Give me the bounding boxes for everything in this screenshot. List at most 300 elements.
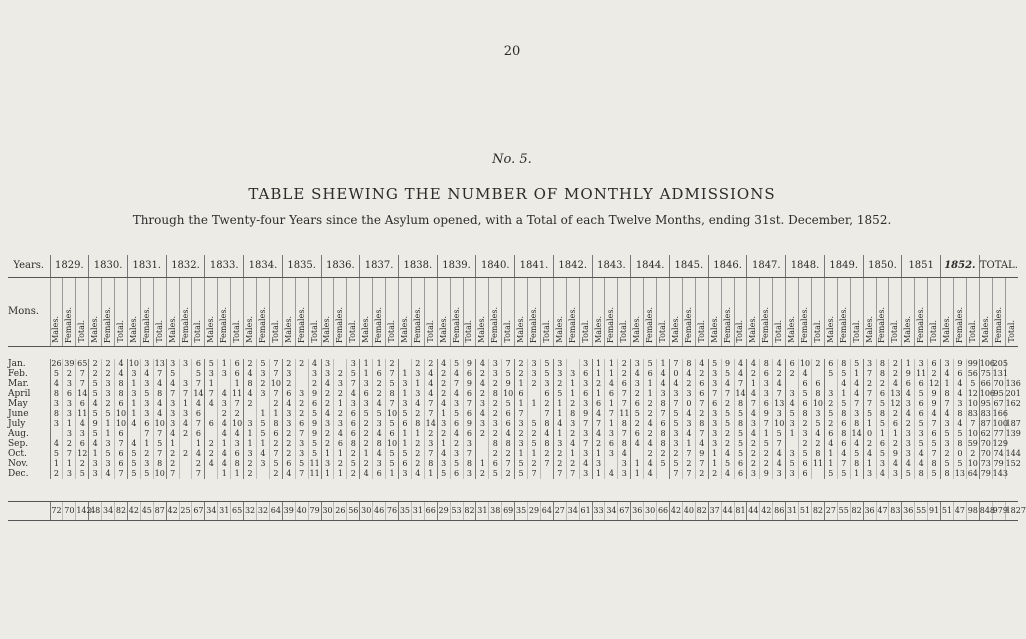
admission-count: 6 [760,399,773,409]
admission-count: 2 [760,449,773,459]
admission-count: 3 [889,469,902,479]
admission-count: 6 [837,439,850,449]
admission-count: 4 [682,409,695,419]
admission-count [334,359,347,369]
admission-count: 1 [218,469,231,479]
admission-count: 10 [503,389,514,398]
admission-count: 65 [77,359,88,368]
admission-count: 7 [566,469,579,479]
admission-count: 4 [605,469,618,479]
admission-count: 2 [347,449,360,459]
admission-count: 4 [115,359,128,369]
admission-count: 5 [786,459,799,469]
sex-header [166,278,179,347]
sex-header [657,278,670,347]
admission-count: 5 [837,469,850,479]
sex-header [386,278,399,347]
admission-count: 3 [682,389,695,399]
sex-header-label: Total. [115,320,125,343]
admission-count: 8 [540,439,553,449]
months-label: Mons. [8,278,50,347]
admission-count: 5 [915,439,928,449]
admission-count: 1 [102,429,115,439]
total-count: 36 [863,502,876,521]
admission-count: 3 [63,429,76,439]
admission-count: 2 [282,429,295,439]
admission-count: 4 [127,439,140,449]
admission-count: 8 [153,459,166,469]
admission-count: 3 [941,419,954,429]
admission-count: 2 [244,459,257,469]
admission-count: 7 [850,399,863,409]
sex-header-label: Males. [90,316,100,343]
admission-count: 5 [876,399,889,409]
sex-header-label: Females. [567,306,577,343]
admission-count: 79 [993,459,1004,468]
admission-count: 6 [231,449,244,459]
admission-count: 7 [863,399,876,409]
total-count: 66 [424,502,437,521]
admission-count: 6 [192,409,205,419]
admission-count: 1 [192,439,205,449]
admission-count: 1 [863,419,876,429]
admissions-body [8,347,1026,521]
admission-count: 3 [799,429,812,439]
admission-count: 3 [102,439,115,449]
admission-count: 2 [282,449,295,459]
admission-count: 4 [321,379,334,389]
admission-count: 1 [127,399,140,409]
admission-count: 4 [644,469,657,479]
sex-header [644,278,657,347]
admission-count: 7 [863,369,876,379]
total-count: 55 [837,502,850,521]
admission-count: 6 [799,379,812,389]
admission-count: 3 [334,379,347,389]
admission-count: 1 [631,459,644,469]
admission-count: 2 [321,399,334,409]
month-row [8,379,1018,389]
admission-count: 5 [50,369,63,379]
total-count: 1827 [1005,502,1018,521]
year-header: 1845. [670,255,709,278]
admission-count: 8 [850,419,863,429]
spacer-row [8,479,1018,502]
admission-count: 2 [902,419,915,429]
sex-header [515,278,528,347]
year-header: 1848. [786,255,825,278]
admission-count: 70 [980,449,991,458]
admission-count: 3 [411,389,424,399]
admission-count: 5 [166,369,179,379]
admission-count: 4 [450,429,463,439]
admission-count: 7 [295,429,308,439]
admission-count: 3 [50,399,63,409]
admission-count: 5 [373,409,386,419]
admission-count: 6 [799,399,812,409]
admission-count: 5 [386,379,399,389]
admission-count: 2 [889,359,902,369]
total-count: 32 [257,502,270,521]
admission-count: 5 [553,389,566,399]
admission-count: 4 [631,369,644,379]
sex-header [153,278,166,347]
admission-count: 64 [967,469,978,478]
admission-count: 7 [115,469,128,479]
admission-count: 9 [502,379,515,389]
total-count: 72 [50,502,63,521]
admission-count: 4 [218,459,231,469]
admission-count: 1 [515,399,528,409]
admission-count: 1 [876,429,889,439]
admission-count: 6 [824,359,837,369]
admission-count: 3 [553,369,566,379]
admission-count: 3 [373,419,386,429]
admission-count: 2 [540,399,553,409]
admission-count: 66 [980,379,991,388]
admission-count: 10 [967,429,978,438]
admission-count: 4 [695,359,708,369]
admission-count: 11 [232,389,243,398]
sex-header [244,278,257,347]
year-header: 1847. [747,255,786,278]
sex-header [398,278,411,347]
admission-count: 2 [747,439,760,449]
admission-count: 13 [954,469,965,478]
admission-count: 9 [760,409,773,419]
admission-count: 1 [127,379,140,389]
sex-header-label: Total. [309,320,319,343]
sex-header-label: Total. [696,320,706,343]
admission-count: 3 [63,469,76,479]
admission-count: 7 [153,449,166,459]
admission-count: 3 [631,359,644,369]
admission-count: 75 [980,369,991,378]
admission-count: 5 [928,469,941,479]
admission-count: 1 [334,469,347,479]
sex-header [295,278,308,347]
admission-count: 5 [347,459,360,469]
admission-count: 3 [321,369,334,379]
admission-count: 5 [915,389,928,399]
sex-header-label: Males. [51,316,61,343]
admission-count: 5 [773,429,786,439]
sex-header [179,278,192,347]
year-header: 1834. [244,255,283,278]
admission-count: 6 [140,419,153,429]
admission-count: 95 [980,399,991,408]
total-count: 29 [437,502,450,521]
total-count: 25 [179,502,192,521]
admission-count: 4 [734,359,747,369]
admission-count: 2 [308,379,321,389]
admission-count: 8 [115,379,128,389]
admission-count: 1 [592,359,605,369]
admission-count: 1 [411,429,424,439]
admission-count: 8 [811,389,824,399]
month-row [8,439,1018,449]
admission-count: 11 [916,369,927,378]
year-header: 1838. [398,255,437,278]
admission-count: 1 [205,379,218,389]
admission-count: 9 [463,379,476,389]
admission-count: 3 [140,359,153,369]
admission-count: 4 [695,439,708,449]
admission-count: 2 [360,429,373,439]
admission-count: 4 [373,429,386,439]
total-count: 34 [102,502,115,521]
sex-header-label: Females. [838,306,848,343]
admission-count: 8 [373,439,386,449]
admission-count: 9 [579,409,592,419]
sex-header-label: Males. [438,316,448,343]
sex-header [127,278,140,347]
admission-count: 3 [915,359,928,369]
total-count: 34 [566,502,579,521]
admission-count: 6 [605,439,618,449]
sex-header-label: Females. [141,306,151,343]
admission-count: 7 [166,469,179,479]
admission-count: 6 [889,419,902,429]
admission-count: 9 [308,429,321,439]
admission-count: 6 [398,419,411,429]
year-header: 1829. [50,255,89,278]
admission-count: 4 [411,469,424,479]
sex-header-label: Total. [967,320,977,343]
admission-count: 4 [786,399,799,409]
sex-header [373,278,386,347]
admission-count: 6 [308,399,321,409]
admission-count: 2 [528,429,541,439]
total-count: 48 [89,502,102,521]
admission-count: 5 [670,459,683,469]
admission-count: 4 [799,369,812,379]
sex-header-label: Males. [245,316,255,343]
admission-count: 7 [76,369,89,379]
sex-header [76,278,89,347]
admission-count: 3 [76,429,89,439]
admission-count: 5 [915,419,928,429]
admission-count: 2 [179,429,192,439]
sex-header [540,278,553,347]
admission-count: 6 [269,429,282,439]
admission-count: 3 [670,389,683,399]
admission-count [257,469,270,479]
sex-header-label: Total. [1006,320,1016,343]
admission-count: 1 [231,469,244,479]
admission-count: 1 [398,439,411,449]
admission-count: 3 [437,419,450,429]
admission-count: 6 [695,379,708,389]
admission-count: 4 [166,379,179,389]
admission-count: 1 [360,369,373,379]
admission-count: 8 [876,409,889,419]
admission-count: 4 [863,449,876,459]
year-header: 1831. [127,255,166,278]
admission-count: 1 [824,459,837,469]
total-count: 86 [773,502,786,521]
sex-header-label: Total. [503,320,513,343]
admission-count: 2 [102,359,115,369]
admission-count: 2 [437,379,450,389]
admission-count: 2 [476,429,489,439]
admission-count: 3 [127,389,140,399]
admission-count: 3 [876,459,889,469]
admission-count: 4 [592,429,605,439]
sex-header-label: Males. [283,316,293,343]
admission-count: 11 [309,459,320,468]
admission-count: 4 [721,379,734,389]
admission-count: 3 [437,459,450,469]
sex-header-label: Total. [541,320,551,343]
sex-header [450,278,463,347]
admission-count: 1 [566,379,579,389]
sex-header [89,278,102,347]
sex-header-label: Total. [929,320,939,343]
admission-count: 4 [115,369,128,379]
sex-header [837,278,850,347]
total-count: 46 [373,502,386,521]
admission-count: 2 [450,439,463,449]
admission-count: 2 [244,359,257,369]
month-name: July [8,419,26,429]
admission-count: 7 [269,369,282,379]
admission-count: 5 [708,359,721,369]
admission-count: 2 [334,409,347,419]
admission-count: 4 [218,389,231,399]
month-name: Mar. [8,379,29,389]
year-header: 1844. [631,255,670,278]
total-count: 30 [644,502,657,521]
admission-count: 1 [411,379,424,389]
admission-count: 3 [321,359,334,369]
sex-header-label: Females. [877,306,887,343]
admission-count: 4 [889,459,902,469]
admission-count: 5 [721,369,734,379]
admission-count: 2 [218,409,231,419]
admission-count: 2 [76,459,89,469]
admission-count: 131 [992,369,1008,378]
admission-count: 5 [269,459,282,469]
admission-count: 6 [695,389,708,399]
admission-count: 5 [515,459,528,469]
sex-header [928,278,941,347]
admission-count: 7 [192,469,205,479]
admission-count: 6 [837,419,850,429]
admission-count: 9 [889,449,902,459]
admission-count: 5 [670,419,683,429]
admission-count: 8 [695,419,708,429]
sex-header-row [8,278,1018,347]
admission-count: 4 [153,409,166,419]
admission-count: 2 [476,469,489,479]
admission-count: 7 [424,399,437,409]
admission-count: 7 [773,389,786,399]
admission-count: 9 [308,389,321,399]
admission-count: 3 [218,369,231,379]
admission-count: 3 [89,469,102,479]
admission-count [295,369,308,379]
admission-count: 4 [721,469,734,479]
admission-count: 1 [360,359,373,369]
admission-count: 2 [205,439,218,449]
admission-count: 1 [566,449,579,459]
admission-count: 2 [257,379,270,389]
sex-header-label: Total. [735,320,745,343]
admission-count: 4 [592,409,605,419]
sex-header-label: Males. [941,316,951,343]
admission-count: 5 [360,409,373,419]
admission-count: 73 [980,459,991,468]
year-header: 1837. [360,255,399,278]
admission-count: 2 [424,429,437,439]
admission-count: 1 [398,389,411,399]
admission-count: 2 [540,449,553,459]
admission-count: 3 [140,379,153,389]
admission-count: 1 [528,399,541,409]
sex-header [334,278,347,347]
admission-count: 4 [953,419,966,429]
admission-count: 3 [540,379,553,389]
admission-count: 2 [592,379,605,389]
admission-count: 4 [605,379,618,389]
sex-header-label: Total. [890,320,900,343]
admission-count: 4 [166,429,179,439]
month-name: May [8,399,28,409]
admission-count: 8 [115,389,128,399]
sex-header [463,278,476,347]
admission-count: 8 [682,359,695,369]
admission-count: 3 [566,419,579,429]
admission-count: 4 [850,439,863,449]
admission-count: 3 [244,449,257,459]
admission-count: 7 [528,469,541,479]
admission-count: 6 [450,419,463,429]
admission-count: 9 [902,369,915,379]
admission-count: 4 [282,399,295,409]
sex-header-label: Total. [774,320,784,343]
admission-count: 7 [502,459,515,469]
admission-count: 83 [980,409,991,418]
admission-count: 6 [463,409,476,419]
admission-count: 4 [102,469,115,479]
admission-count: 5 [76,469,89,479]
admission-count: 8 [928,459,941,469]
admission-count: 3 [579,399,592,409]
admission-count: 7 [179,389,192,399]
admission-count: 87 [980,419,991,428]
admission-count: 3 [398,399,411,409]
admission-count: 8 [231,459,244,469]
total-count: 979 [992,502,1005,521]
admission-count: 2 [721,429,734,439]
admission-count: 4 [850,379,863,389]
admission-count: 7 [463,399,476,409]
admission-count: 4 [476,379,489,389]
admission-count: 2 [966,449,979,459]
admission-count: 4 [89,439,102,449]
admission-count: 5 [876,449,889,459]
admission-count: 12 [890,399,901,408]
admission-count: 3 [941,359,954,369]
admission-count [179,369,192,379]
admission-count: 2 [553,449,566,459]
admission-count: 1 [386,469,399,479]
admission-count: 7 [153,369,166,379]
admission-count: 2 [476,389,489,399]
admission-count: 5 [89,429,102,439]
admission-count: 6 [631,399,644,409]
